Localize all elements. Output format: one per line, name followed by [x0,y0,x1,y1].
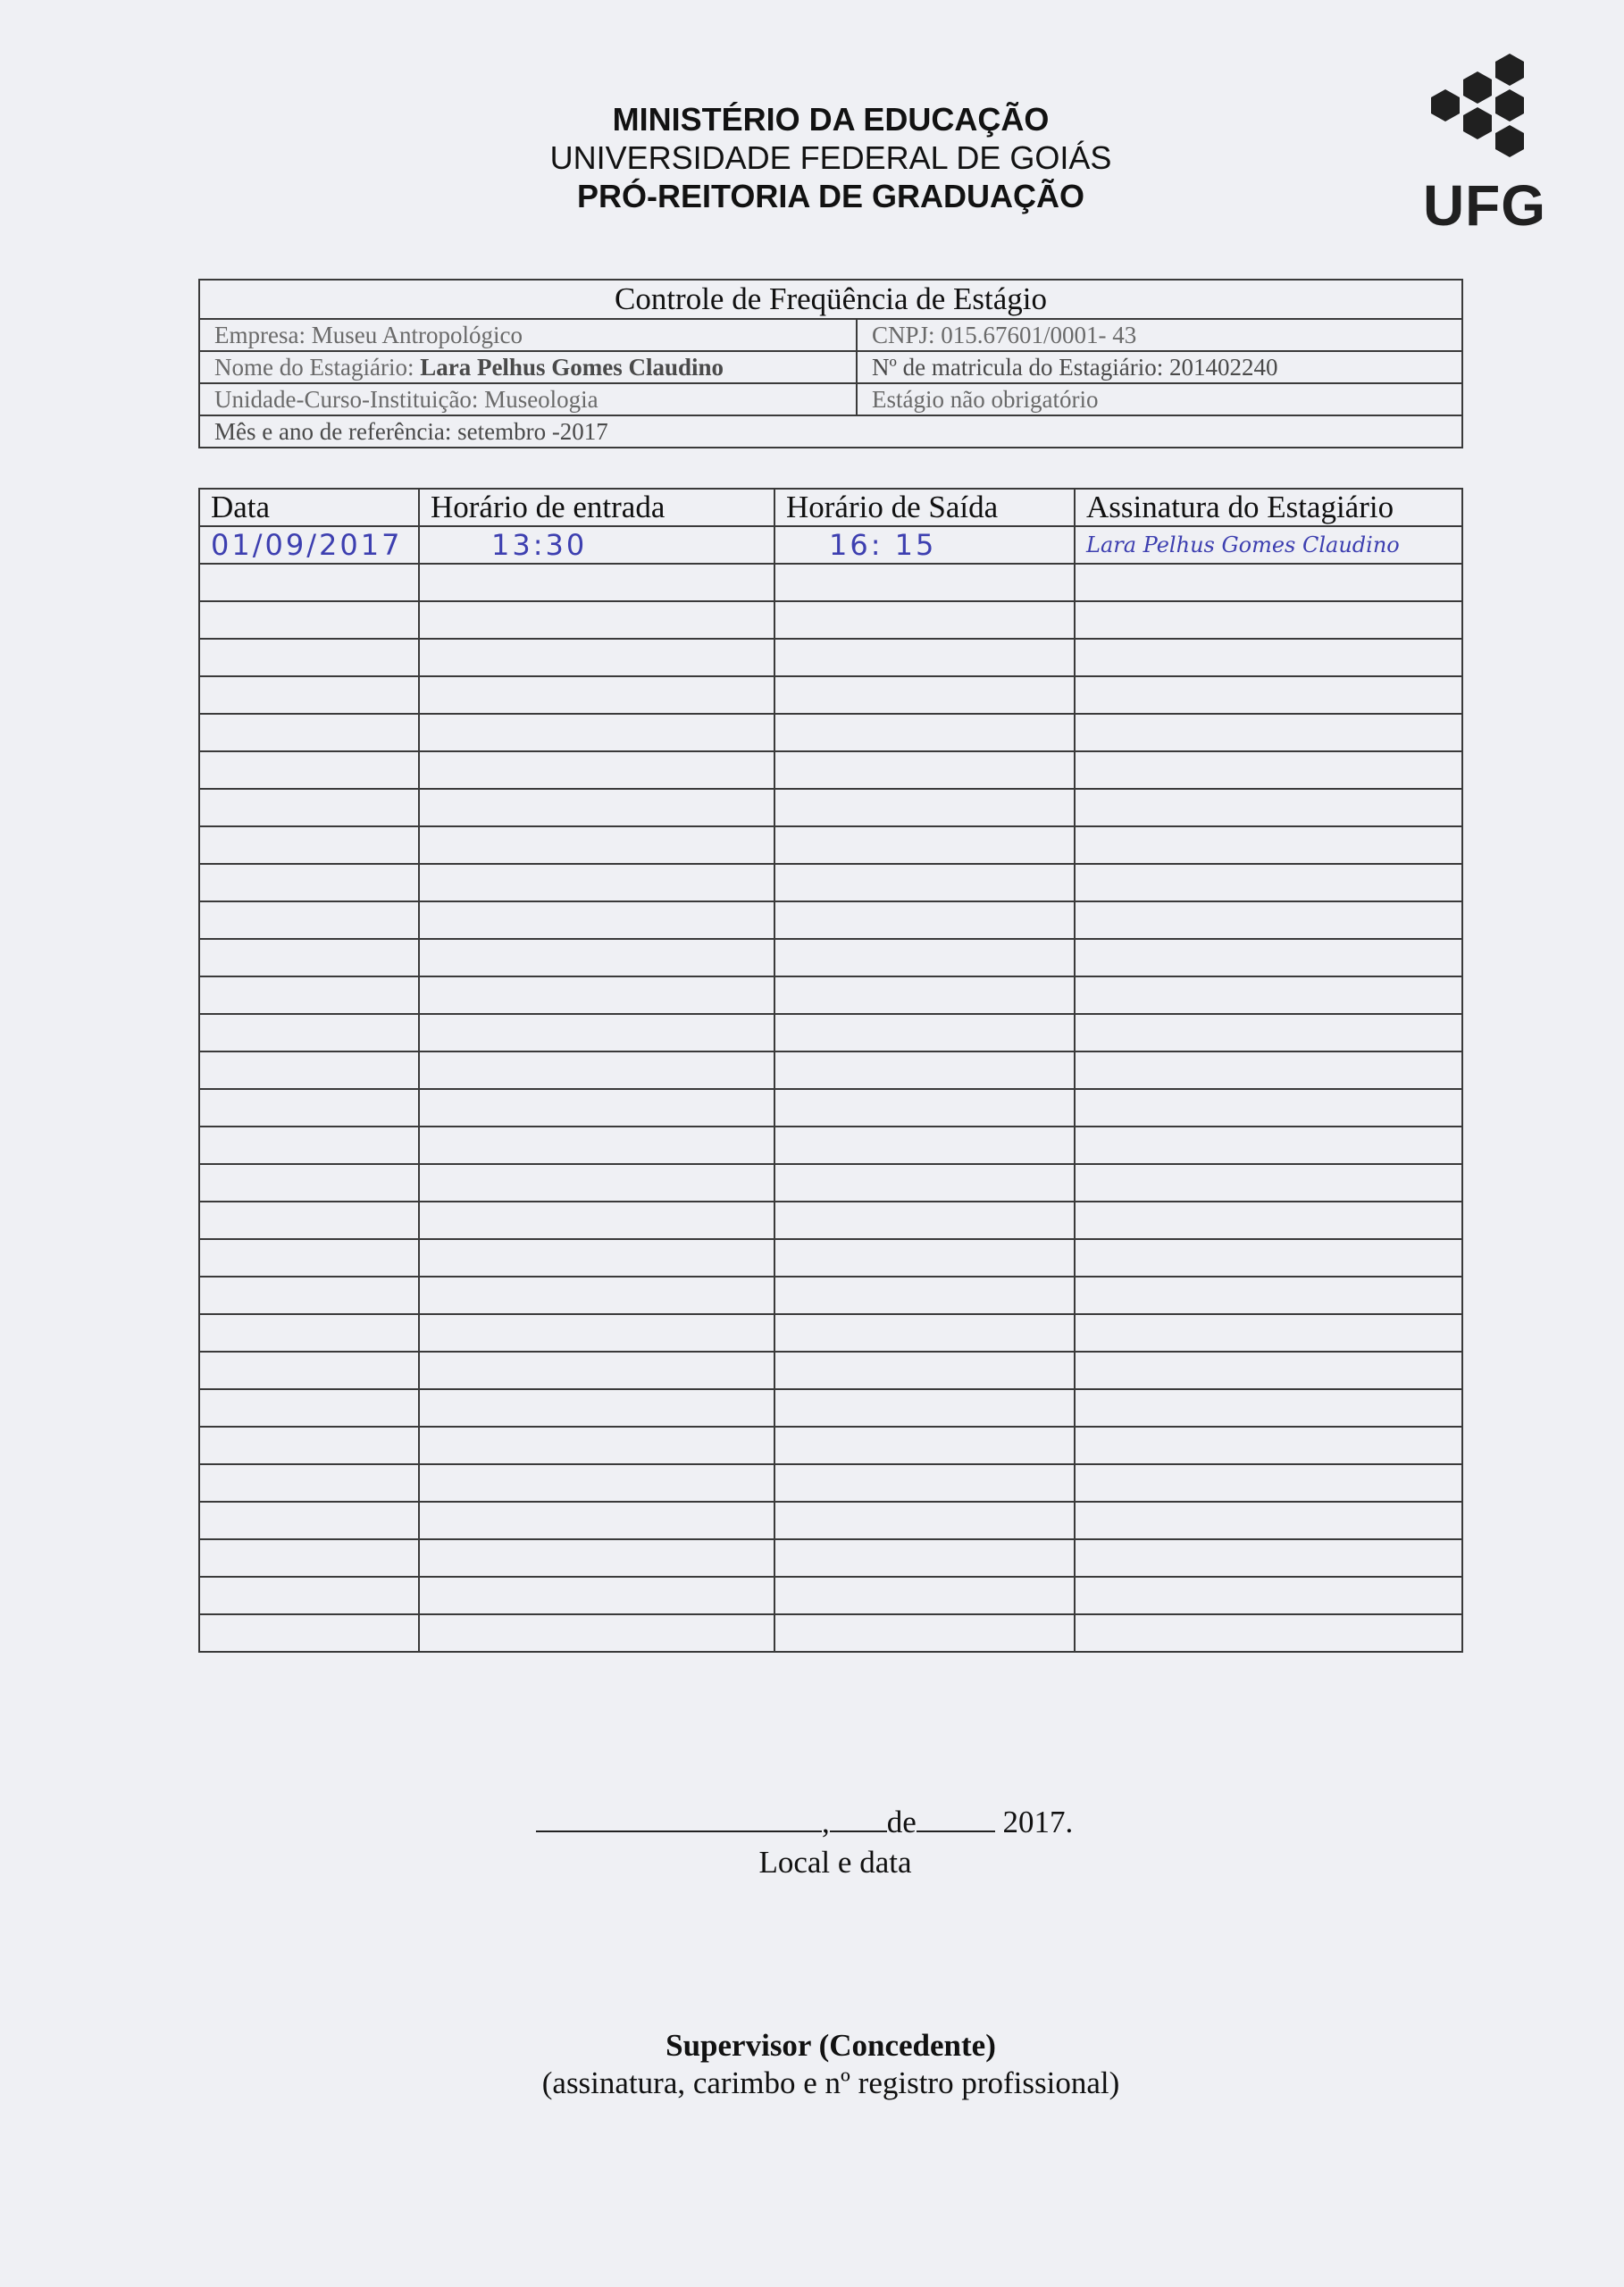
table-row [199,1427,1462,1464]
entry-time-cell[interactable] [419,1014,774,1051]
exit-time-cell[interactable] [774,676,1075,714]
signature-cell[interactable] [1075,1427,1462,1464]
date-cell[interactable] [199,901,419,939]
entry-time-cell[interactable] [419,1051,774,1089]
entry-time-cell[interactable] [419,1502,774,1539]
signature-cell[interactable] [1075,901,1462,939]
entry-time-cell[interactable] [419,1202,774,1239]
entry-time-cell[interactable] [419,1239,774,1277]
table-row [199,901,1462,939]
entry-time-cell[interactable] [419,1464,774,1502]
table-header-row [199,489,1462,526]
date-cell[interactable] [199,1239,419,1277]
entry-time-cell[interactable] [419,1089,774,1127]
table-row [199,639,1462,676]
reference-month-field: Mês e ano de referência: setembro -2017 [199,415,1462,448]
table-row [199,601,1462,639]
table-row [199,826,1462,864]
signature-cell[interactable] [1075,1239,1462,1277]
table-row [199,1314,1462,1352]
exit-time-cell[interactable] [774,751,1075,789]
university-title: UNIVERSIDADE FEDERAL DE GOIÁS [549,139,1112,176]
entry-time-cell[interactable] [419,1352,774,1389]
entry-time-in[interactable]: 13:30 [419,526,774,564]
signature-cell[interactable] [1075,976,1462,1014]
date-cell[interactable] [199,1464,419,1502]
signature-cell[interactable] [1075,1314,1462,1352]
signature-cell[interactable] [1075,1389,1462,1427]
signature-cell[interactable] [1075,1089,1462,1127]
signature-cell[interactable] [1075,826,1462,864]
table-row [199,976,1462,1014]
entry-signature[interactable]: Lara Pelhus Gomes Claudino [1075,526,1462,564]
exit-time-cell[interactable] [774,1352,1075,1389]
table-row [199,1014,1462,1051]
date-cell[interactable] [199,601,419,639]
entry-time-cell[interactable] [419,1314,774,1352]
enrollment-field: Nº de matricula do Estagiário: 201402240 [857,351,1462,383]
date-cell[interactable] [199,1389,419,1427]
table-row [199,1577,1462,1614]
exit-time-cell[interactable] [774,1164,1075,1202]
signature-cell[interactable] [1075,1202,1462,1239]
pro-rectory-title: PRÓ-REITORIA DE GRADUAÇÃO [576,178,1085,214]
entry-time-cell[interactable] [419,1389,774,1427]
company-field: Empresa: Museu Antropológico [199,319,857,351]
supervisor-subtitle: (assinatura, carimbo e nº registro profissional) [541,2065,1120,2100]
table-row [199,1239,1462,1277]
column-header-date: Data [199,489,419,526]
exit-time-cell[interactable] [774,939,1075,976]
signature-cell[interactable] [1075,1614,1462,1652]
intern-name-value: Lara Pelhus Gomes Claudino [420,353,724,381]
date-cell[interactable] [199,676,419,714]
table-row [199,1539,1462,1577]
date-cell[interactable] [199,1014,419,1051]
date-cell[interactable] [199,1502,419,1539]
signature-cell[interactable] [1075,601,1462,639]
date-cell[interactable] [199,1051,419,1089]
unit-course-field: Unidade-Curso-Instituição: Museologia [199,383,857,415]
table-row [199,1202,1462,1239]
entry-time-cell[interactable] [419,1577,774,1614]
exit-time-cell[interactable] [774,639,1075,676]
signature-cell[interactable] [1075,1464,1462,1502]
signature-cell[interactable] [1075,1164,1462,1202]
column-header-signature: Assinatura do Estagiário [1075,489,1462,526]
signature-cell[interactable] [1075,714,1462,751]
exit-time-cell[interactable] [774,1014,1075,1051]
exit-time-cell[interactable] [774,1051,1075,1089]
signature-cell[interactable] [1075,1352,1462,1389]
column-header-exit-time: Horário de Saída [774,489,1075,526]
date-cell[interactable] [199,939,419,976]
exit-time-cell[interactable] [774,1239,1075,1277]
signature-cell[interactable] [1075,864,1462,901]
ministry-title: MINISTÉRIO DA EDUCAÇÃO [612,101,1050,138]
exit-time-cell[interactable] [774,1389,1075,1427]
exit-time-cell[interactable] [774,1577,1075,1614]
table-row [199,1389,1462,1427]
date-cell[interactable] [199,1164,419,1202]
date-cell[interactable] [199,789,419,826]
table-row [199,1127,1462,1164]
exit-time-cell[interactable] [774,1464,1075,1502]
entry-time-out[interactable]: 16: 15 [774,526,1075,564]
ufg-hexagon-logo-icon [1426,52,1544,177]
attendance-table [198,488,1463,1653]
entry-time-cell[interactable] [419,901,774,939]
date-cell[interactable] [199,1427,419,1464]
table-row [199,864,1462,901]
date-cell[interactable] [199,1577,419,1614]
date-cell[interactable] [199,1089,419,1127]
signature-cell[interactable] [1075,676,1462,714]
exit-time-cell[interactable] [774,601,1075,639]
exit-time-cell[interactable] [774,789,1075,826]
location-date-line: , de 2017. [536,1805,1161,1840]
signature-cell[interactable] [1075,1277,1462,1314]
table-row [199,526,1462,564]
entry-time-cell[interactable] [419,976,774,1014]
table-row [199,751,1462,789]
date-cell[interactable] [199,1314,419,1352]
signature-cell[interactable] [1075,939,1462,976]
entry-time-cell[interactable] [419,939,774,976]
intern-name-field [199,351,857,383]
exit-time-cell[interactable] [774,714,1075,751]
table-row [199,714,1462,751]
document-header [500,100,1161,215]
signature-cell[interactable] [1075,1577,1462,1614]
exit-time-cell[interactable] [774,1127,1075,1164]
form-title: Controle de Freqüência de Estágio [199,280,1462,319]
local-data-label: Local e data [758,1845,912,1880]
signature-cell[interactable] [1075,1502,1462,1539]
table-row [199,1089,1462,1127]
table-row [199,1051,1462,1089]
column-header-entry-time: Horário de entrada [419,489,774,526]
exit-time-cell[interactable] [774,976,1075,1014]
table-row [199,676,1462,714]
entry-date[interactable]: 01/09/2017 [199,526,419,564]
entry-time-cell[interactable] [419,1127,774,1164]
cnpj-field: CNPJ: 015.67601/0001- 43 [857,319,1462,351]
signature-cell[interactable] [1075,751,1462,789]
table-row [199,1464,1462,1502]
signature-cell[interactable] [1075,639,1462,676]
table-row [199,1614,1462,1652]
entry-time-cell[interactable] [419,826,774,864]
exit-time-cell[interactable] [774,864,1075,901]
date-cell[interactable] [199,1277,419,1314]
signature-cell[interactable] [1075,1014,1462,1051]
signature-cell[interactable] [1075,789,1462,826]
entry-time-cell[interactable] [419,639,774,676]
date-cell[interactable] [199,639,419,676]
entry-time-cell[interactable] [419,1539,774,1577]
date-cell[interactable] [199,1539,419,1577]
exit-time-cell[interactable] [774,1539,1075,1577]
day-blank[interactable] [830,1807,887,1832]
date-cell[interactable] [199,564,419,601]
exit-time-cell[interactable] [774,1277,1075,1314]
date-cell[interactable] [199,751,419,789]
date-cell[interactable] [199,714,419,751]
table-row [199,1277,1462,1314]
entry-time-cell[interactable] [419,864,774,901]
exit-time-cell[interactable] [774,901,1075,939]
date-cell[interactable] [199,1202,419,1239]
supervisor-title: Supervisor (Concedente) [666,2028,996,2063]
attendance-form-header [198,279,1463,448]
exit-time-cell[interactable] [774,1314,1075,1352]
entry-time-cell[interactable] [419,676,774,714]
intern-name-label: Nome do Estagiário: [214,353,421,381]
entry-time-cell[interactable] [419,1277,774,1314]
table-row [199,939,1462,976]
entry-time-cell[interactable] [419,1427,774,1464]
table-row [199,1352,1462,1389]
date-cell[interactable] [199,826,419,864]
table-row [199,564,1462,601]
exit-time-cell[interactable] [774,1502,1075,1539]
entry-time-cell[interactable] [419,1614,774,1652]
date-cell[interactable] [199,976,419,1014]
entry-time-cell[interactable] [419,601,774,639]
exit-time-cell[interactable] [774,1427,1075,1464]
entry-time-cell[interactable] [419,564,774,601]
ufg-logo-text: UFG [1422,173,1547,238]
date-cell[interactable] [199,1352,419,1389]
de-label: de [886,1805,917,1839]
signature-cell[interactable] [1075,1539,1462,1577]
date-cell[interactable] [199,1127,419,1164]
location-blank[interactable] [536,1807,822,1832]
entry-time-cell[interactable] [419,1164,774,1202]
table-row [199,789,1462,826]
signature-cell[interactable] [1075,564,1462,601]
exit-time-cell[interactable] [774,826,1075,864]
entry-time-cell[interactable] [419,714,774,751]
exit-time-cell[interactable] [774,1202,1075,1239]
entry-time-cell[interactable] [419,789,774,826]
year-label: 2017. [1002,1805,1074,1839]
table-row [199,1502,1462,1539]
signature-cell[interactable] [1075,1127,1462,1164]
exit-time-cell[interactable] [774,1614,1075,1652]
entry-time-cell[interactable] [419,751,774,789]
date-cell[interactable] [199,1614,419,1652]
table-row [199,1164,1462,1202]
ufg-logo [1413,52,1556,238]
internship-type-field: Estágio não obrigatório [857,383,1462,415]
month-blank[interactable] [917,1807,995,1832]
exit-time-cell[interactable] [774,1089,1075,1127]
signature-cell[interactable] [1075,1051,1462,1089]
date-cell[interactable] [199,864,419,901]
exit-time-cell[interactable] [774,564,1075,601]
